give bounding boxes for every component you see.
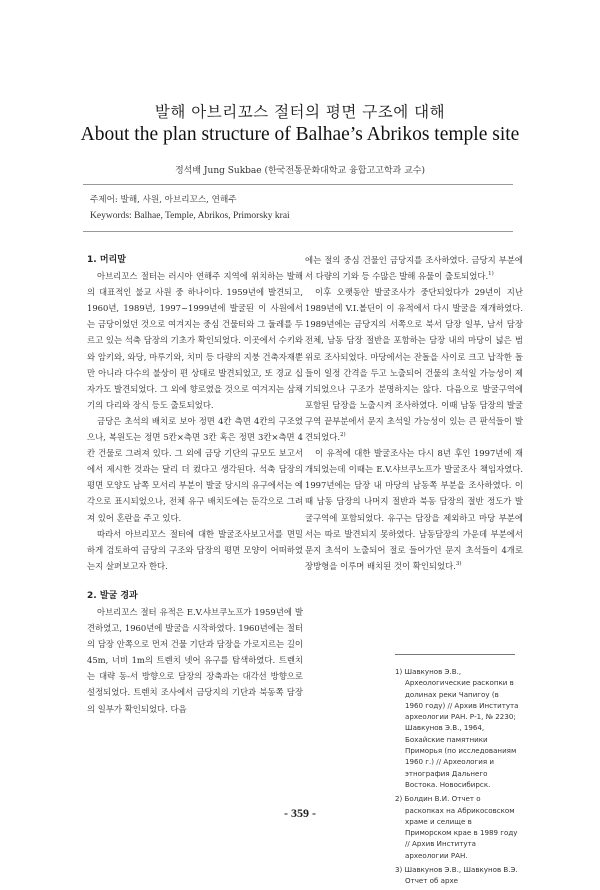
paragraph-text: 이후 오랫동안 발굴조사가 중단되었다가 29년이 지난 1989년에 V.I.볼딘이 이 유적에서 다시 발굴을 재개하였다. 1989년에는 금당지의 서쪽으로 북서 담장 일부, 남서 담장 전체, 남동 담장 절반을 포함하는 담장 내의 마당이 넓은 범위로 조사되었다. 마당에서는 잔돌을 사이로 크고 납작한 돌들이 일정 간격을 두고 노출되어 건물의 초석일 가능성이 제기되었으나 구조가 분명하지는 않다. 다음으로 발굴구역에 포함된 담장을 노출시켜 조사하였다. 이때 남동 담장의 발굴구역 끝부분에서 문지 초석일 가능성이 있는 큰 판석들이 발견되었다. bbox=[305, 287, 523, 443]
title-english: About the plan structure of Balhae’s Abrikos temple site bbox=[80, 124, 520, 145]
paragraph bbox=[305, 284, 523, 445]
footnote-ref[interactable]: 3) bbox=[455, 560, 462, 567]
paragraph-continued bbox=[305, 252, 523, 284]
paragraph-text: 이 유적에 대한 발굴조사는 다시 8년 후인 1997년에 재개되었는데 이때는 E.V.샤브쿠노프가 발굴조사 책임자였다. 1997년에는 담장 내 마당의 남동쪽 부분을 조사하였다. 이때 남동 담장의 나머지 절반과 북동 담장의 절반 정도가 발굴구역에 포함되었다. 유구는 담장을 제외하고 마당 부분에서는 따로 발견되지 못하였다. 남동담장의 가운데 부분에서 문지 초석이 노출되어 절로 들어가던 문지 초석들이 4개로 장방형을 이루며 배치된 것이 확인되었다. bbox=[305, 448, 523, 571]
page-number: - 359 - bbox=[284, 806, 316, 820]
footnote-ref[interactable]: 2) bbox=[340, 432, 346, 439]
title-korean: 발해 아브리꼬스 절터의 평면 구조에 대해 bbox=[154, 103, 446, 121]
paragraph: 금당은 초석의 배치로 보아 정면 4칸 측면 4칸의 구조였으나, 복원도는 정면 5칸×측면 3칸 혹은 정면 3칸×측면 4칸 건물로 그려져 있다. 그 외에 금당 기단의 규모도 보고서에서 제시한 것과는 달리 더 컸다고 생각된다. 석축 담장의 평면 모양도 남쪽 모서리 부분이 발굴 당시의 유구에서는 예각으로 표시되었으나, 전체 유구 배치도에는 둔각으로 그려져 있어 혼란을 주고 있다. bbox=[87, 415, 303, 523]
right-column bbox=[305, 252, 523, 574]
section-heading-intro: 1. 머리말 bbox=[87, 255, 126, 265]
paragraph: 따라서 아브리꼬스 절터에 대한 발굴조사보고서를 면밀하게 검토하여 금당의 구조와 담장의 평면 모양이 어떠하였는지 살펴보고자 한다. bbox=[87, 528, 303, 571]
footnote: 3) Шавкунов Э.В., Шавкунов В.Э. Отчет об архе bbox=[395, 865, 518, 886]
keywords-english: Keywords: Balhae, Temple, Abrikos, Primorsky krai bbox=[90, 211, 290, 221]
left-column bbox=[87, 252, 303, 717]
paragraph bbox=[305, 445, 523, 574]
footnotes bbox=[395, 666, 519, 890]
footnote-rule bbox=[395, 654, 515, 655]
paragraph: 아브리꼬스 절터 유적은 E.V.샤브쿠노프가 1959년에 발견하였고, 1960년에 발굴을 시작하였다. 1960년에는 절터의 담장 안쪽으로 먼저 건물 기단과 담장을 가로지르는 길이 45m, 너비 1m의 트렌치 넷어 유구를 탐색하였다. 트렌치는 대략 동-서 방향으로 담장의 장축과는 대각선 방향으로 설정되었다. 트렌치 조사에서 금당지의 기단과 북동쪽 담장의 일부가 확인되었다. 다음 bbox=[87, 606, 303, 714]
footnote: 2) Болдин В.И. Отчет о раскопках на Абрикосовском храме и селище в Приморском крае в 1989 году // Архив Института археологии РАН. bbox=[395, 794, 518, 860]
section-spacer bbox=[87, 574, 303, 588]
keywords-top-rule bbox=[83, 184, 513, 185]
keywords-bottom-rule bbox=[83, 231, 513, 232]
footnote-ref[interactable]: 1) bbox=[488, 271, 494, 278]
paragraph-text: 에는 절의 중심 건물인 금당지를 조사하였다. 금당지 부분에서 다량의 기와 등 수많은 발해 유물이 출토되었다. bbox=[305, 255, 523, 282]
section-heading-excavation: 2. 발굴 경과 bbox=[87, 590, 138, 601]
footnote: 1) Шавкунов Э.В., Археологические раскопки в долинах реки Чапигоу (в 1960 году) // Архив Института археологии РАН. Р-1, № 2230; Шавкунов Э.В., 1964, Бохайские памятники Приморья (по исследованиям 1960 г.) // Археология и этнография Дальнего Востока. Новосибирск. bbox=[395, 667, 519, 789]
author-line: 정석배 Jung Sukbae (한국전통문화대학교 융합고고학과 교수) bbox=[174, 166, 426, 176]
paragraph: 아브리꼬스 절터는 러시아 연해주 지역에 위치하는 발해의 대표적인 불교 사원 중 하나이다. 1959년에 발견되고, 1960년, 1989년, 1997~1999년에 발굴된 이 사원에서는 금당이었던 것으로 여겨지는 중심 건물터와 그 둘레를 두르고 있는 석축 담장의 기초가 확인되었다. 이곳에서 수키와와 암키와, 와당, 마루기와, 치미 등 다량의 지붕 건축자재뿐만 아니라 다수의 불상이 편 상태로 발견되었고, 또 경교 십자가도 발견되었다. 그 외에 향로였을 것으로 여겨지는 삼채기의 다리와 장식 등도 출토되었다. bbox=[87, 271, 303, 410]
keywords-korean: 주제어: 발해, 사원, 아브리꼬스, 연해주 bbox=[90, 195, 237, 205]
